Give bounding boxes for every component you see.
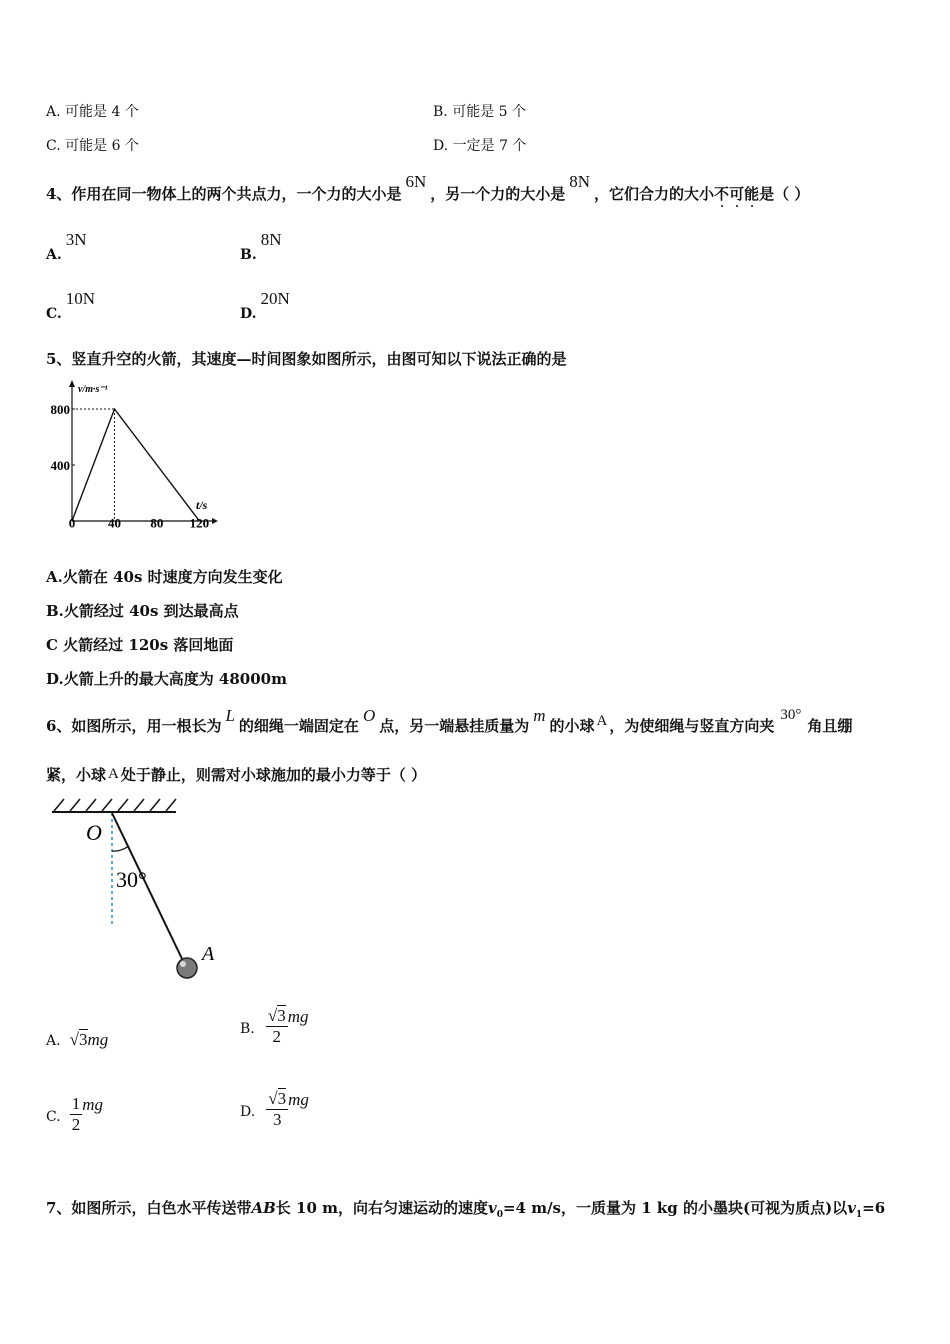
x-tick-labels <box>69 516 209 531</box>
q4-option-value: 8N <box>260 230 282 249</box>
q4-stem-part: 4、作用在同一物体上的两个共点力，一个力的大小是 <box>46 185 402 203</box>
x-axis-arrow <box>212 518 218 524</box>
q6-stem-part: 角且绷 <box>807 717 853 735</box>
q7-stem <box>46 1198 885 1225</box>
q6-option-d-denominator: 3 <box>272 1110 282 1129</box>
q4-option-value: 20N <box>260 289 290 308</box>
q6-symbol-L: L <box>225 706 235 725</box>
q6-option-b-numerator <box>266 1006 288 1027</box>
y-axis-label: v/m·s⁻¹ <box>78 384 108 395</box>
q6-option-b-radicand: 3 <box>277 1006 286 1025</box>
q6-stem-part: 处于静止，则需对小球施加的最小力等于（ ） <box>120 766 427 784</box>
sqrt-icon: √ <box>268 1089 278 1108</box>
q4-option-value: 3N <box>65 230 87 249</box>
q7-symbol-v0-sub: 0 <box>496 1210 503 1220</box>
q4-option-value: 10N <box>65 289 96 308</box>
q6-option-d-tail: mg <box>288 1089 309 1109</box>
ball-highlight <box>180 961 186 967</box>
q6-symbol-O: O <box>362 706 376 725</box>
q4-stem-part: ，另一个力的大小是 <box>430 185 566 203</box>
q3-option-b: B. 可能是 5 个 <box>433 104 526 120</box>
q6-option-d-radicand: 3 <box>277 1089 287 1108</box>
angle-label: 30° <box>116 867 147 892</box>
q5-option-a: A.火箭在 40s 时速度方向发生变化 <box>46 568 283 586</box>
q6-option-d <box>240 1089 309 1130</box>
q6-option-c-tail: mg <box>82 1094 104 1114</box>
q7-symbol-v0: v <box>487 1199 497 1217</box>
q6-option-label: D. <box>240 1104 256 1120</box>
q6-option-d-fraction <box>266 1089 288 1130</box>
q6-option-c-numerator: 1 <box>71 1094 81 1113</box>
q4-option-a <box>46 230 87 263</box>
q6-option-b-denominator: 2 <box>272 1027 282 1046</box>
angle-arc <box>112 846 129 851</box>
q6-option-label: C. <box>46 1109 61 1125</box>
q4-option-c <box>46 289 96 322</box>
q6-symbol-m: m <box>533 706 546 725</box>
sqrt-icon: √ <box>267 1006 278 1025</box>
q6-option-b-fraction <box>266 1006 288 1047</box>
q4-stem <box>46 172 810 204</box>
q5-vt-chart <box>40 378 220 533</box>
point-A-label: A <box>202 943 215 965</box>
q6-stem-part: 的小球 <box>549 717 595 735</box>
x-tick-label: 80 <box>150 515 164 531</box>
y-axis-arrow <box>69 380 75 387</box>
q6-option-c-denominator: 2 <box>71 1115 81 1134</box>
q7-symbol-v1: v <box>847 1199 856 1217</box>
q6-stem-part: 6、如图所示，用一根长为 <box>46 717 222 735</box>
q4-stem-part: 是（ ） <box>759 185 810 203</box>
q7-stem-part: =6 <box>862 1199 886 1217</box>
q5-stem: 5、竖直升空的火箭，其速度—时间图象如图所示，由图可知以下说法正确的是 <box>46 350 567 368</box>
x-tick-label: 0 <box>68 515 76 531</box>
q3-option-a: A. 可能是 4 个 <box>46 104 139 120</box>
q4-option-d <box>240 289 290 322</box>
q4-emphasis: 不 <box>714 185 730 203</box>
q6-stem-part: 紧，小球 <box>46 766 107 784</box>
x-tick-label: 120 <box>189 515 210 531</box>
q7-symbol-v1-sub: 1 <box>855 1210 863 1220</box>
q6-option-c-fraction <box>70 1094 83 1135</box>
q4-force-1: 6N <box>405 172 427 191</box>
y-tick-labels <box>51 402 76 473</box>
q6-stem-part: ，为使细绳与竖直方向夹 <box>609 717 775 735</box>
q7-stem-part: 7、如图所示，白色水平传送带 <box>46 1199 252 1217</box>
q4-stem-part: ，它们合力的大小 <box>594 185 715 203</box>
q6-angle: 30° <box>780 707 802 723</box>
q6-option-b-tail: mg <box>287 1006 309 1026</box>
q6-option-a-tail: mg <box>87 1030 109 1049</box>
q6-stem-line-2 <box>46 765 426 786</box>
q6-option-label: B. <box>240 1021 255 1037</box>
q3-option-c: C. 可能是 6 个 <box>46 138 139 154</box>
q6-pendulum-figure <box>48 795 228 985</box>
q6-option-label: A. <box>46 1033 61 1049</box>
q5-option-b: B.火箭经过 40s 到达最高点 <box>46 602 239 620</box>
q6-option-c <box>46 1094 103 1135</box>
q4-force-2: 8N <box>569 172 591 191</box>
q7-stem-part: 长 10 m，向右匀速运动的速度 <box>275 1199 488 1217</box>
q6-option-d-numerator <box>266 1089 288 1110</box>
q6-option-a-radicand: 3 <box>79 1030 88 1049</box>
q3-option-d: D. 一定是 7 个 <box>433 138 527 154</box>
q4-option-label: C. <box>46 306 62 322</box>
q4-option-label: A. <box>46 247 62 263</box>
y-tick-label: 400 <box>50 458 70 473</box>
q7-segment-AB: AB <box>251 1199 276 1217</box>
ball <box>177 958 197 978</box>
q7-stem-part: =4 m/s，一质量为 1 kg 的小墨块(可视为质点)以 <box>502 1199 848 1217</box>
y-tick-label: 800 <box>50 402 70 417</box>
q6-stem-part: 点，另一端悬挂质量为 <box>379 717 530 735</box>
q4-emphasis: 可 <box>729 185 745 203</box>
x-axis-label: t/s <box>196 498 208 512</box>
q6-option-b <box>240 1006 308 1047</box>
q6-stem-part: 的细绳一端固定在 <box>238 717 359 735</box>
q5-option-d: D.火箭上升的最大高度为 48000m <box>46 670 287 688</box>
series-line <box>72 409 199 521</box>
q6-stem-line-1 <box>46 706 853 737</box>
q4-option-label: D. <box>240 306 257 322</box>
q4-option-b <box>240 230 282 263</box>
q4-option-label: B. <box>240 247 257 263</box>
ceiling-hatching <box>54 799 176 811</box>
point-O-label: O <box>86 820 102 845</box>
q6-option-a <box>46 1030 108 1051</box>
q5-option-c: C 火箭经过 120s 落回地面 <box>46 636 234 654</box>
q6-symbol-A: A <box>108 766 119 782</box>
q4-emphasis: 能 <box>744 185 760 203</box>
x-tick-label: 40 <box>107 515 121 531</box>
q6-symbol-A: A <box>596 713 608 729</box>
sqrt-icon: √ <box>69 1030 79 1049</box>
